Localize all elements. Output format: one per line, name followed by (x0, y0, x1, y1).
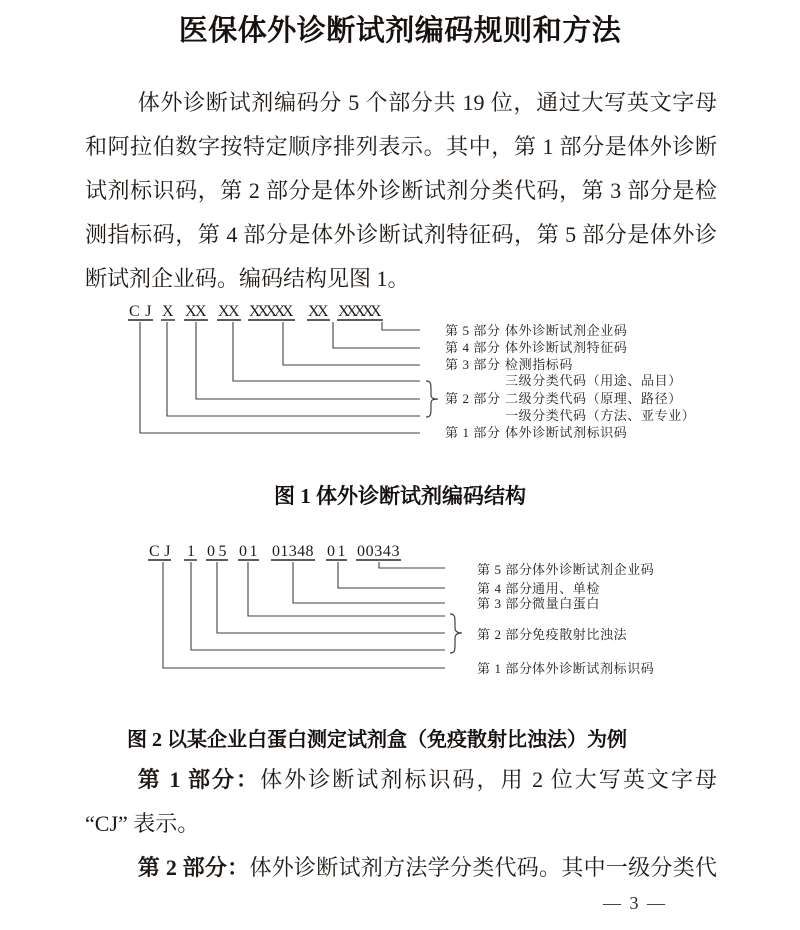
fig1-level1-desc: 一级分类代码（方法、亚专业） (505, 408, 696, 423)
intro-line-2: 和阿拉伯数字按特定顺序排列表示。其中，第 1 部分是体外诊断 (85, 134, 717, 159)
part1-line-2: “CJ” 表示。 (85, 811, 200, 836)
part1-heading: 第 1 部分： (137, 767, 261, 792)
fig1-part2-label: 第 2 部分 (445, 391, 501, 406)
fig1-code-group: CJ (129, 303, 152, 320)
part2-line-1 (85, 846, 717, 890)
figure2-caption: 图 2 以某企业白蛋白测定试剂盒（免疫散射比浊法）为例 (127, 729, 627, 751)
fig2-part5-label: 第 5 部分 (477, 562, 533, 577)
intro-paragraph (85, 81, 717, 301)
fig2-part1-desc: 体外诊断试剂标识码 (532, 661, 655, 676)
fig1-level3-desc: 三级分类代码（用途、品目） (505, 373, 682, 388)
part2-heading: 第 2 部分： (137, 855, 250, 880)
fig2-curly-brace (450, 614, 462, 653)
figure2-diagram (105, 535, 760, 685)
part1-text: 体外诊断试剂标识码，用 2 位大写英文字母 (260, 767, 717, 792)
fig1-code-group: XXXXX (249, 303, 294, 320)
fig1-code-group: XXXXX (338, 303, 382, 320)
fig1-level2-desc: 二级分类代码（原理、路径） (505, 391, 682, 406)
fig1-part1-desc: 体外诊断试剂标识码 (505, 425, 628, 440)
fig2-code-group: 05 (207, 543, 227, 560)
fig1-part1-label: 第 1 部分 (445, 425, 501, 440)
fig2-part1-label: 第 1 部分 (477, 661, 533, 676)
fig1-code-group: XX (218, 303, 240, 320)
fig2-code-group: 00343 (357, 543, 400, 560)
fig2-code-group: CJ (149, 543, 171, 560)
fig1-code-group: XX (185, 303, 207, 320)
fig1-connector-lines (140, 322, 420, 433)
intro-line-3: 试剂标识码，第 2 部分是体外诊断试剂分类代码，第 3 部分是检 (85, 178, 717, 203)
page-number: — 3 — (603, 893, 667, 913)
figure1-caption: 图 1 体外诊断试剂编码结构 (274, 484, 526, 508)
fig1-part3-desc: 检测指标码 (505, 357, 574, 372)
part1-paragraph (85, 758, 717, 846)
fig1-part4-desc: 体外诊断试剂特征码 (505, 340, 628, 355)
intro-line-4: 测指标码，第 4 部分是体外诊断试剂特征码，第 5 部分是体外诊 (85, 222, 717, 247)
fig1-part5-desc: 体外诊断试剂企业码 (505, 323, 628, 338)
fig2-code-group: 01348 (272, 543, 314, 560)
intro-line-1: 体外诊断试剂编码分 5 个部分共 19 位，通过大写英文字母 (137, 90, 717, 115)
intro-line-5: 断试剂企业码。编码结构见图 1。 (85, 266, 410, 291)
fig1-part4-label: 第 4 部分 (445, 340, 501, 355)
fig2-part2-desc: 免疫散射比浊法 (532, 627, 628, 642)
fig2-part3-desc: 微量白蛋白 (532, 596, 601, 611)
fig2-connector-lines (163, 562, 445, 668)
fig2-part4-label: 第 4 部分 (477, 581, 533, 596)
page-title: 医保体外诊断试剂编码规则和方法 (178, 15, 622, 47)
fig2-code-group: 1 (187, 543, 196, 560)
fig2-code-group: 01 (239, 543, 258, 560)
fig1-part3-label: 第 3 部分 (445, 357, 501, 372)
fig1-code-group: X (162, 303, 175, 320)
fig2-part4-desc: 通用、单检 (532, 581, 601, 596)
part2-text: 体外诊断试剂方法学分类代码。其中一级分类代 (249, 855, 717, 880)
fig1-code-group: XX (308, 303, 329, 320)
figure1-diagram (105, 293, 760, 455)
fig2-code-group: 01 (327, 543, 346, 560)
fig2-part2-label: 第 2 部分 (477, 627, 533, 642)
part2-paragraph (85, 846, 717, 890)
fig1-part5-label: 第 5 部分 (445, 323, 501, 338)
fig2-part5-desc: 体外诊断试剂企业码 (532, 562, 655, 577)
fig1-curly-brace (426, 381, 438, 417)
fig2-part3-label: 第 3 部分 (477, 596, 533, 611)
part1-line-1 (85, 758, 717, 802)
